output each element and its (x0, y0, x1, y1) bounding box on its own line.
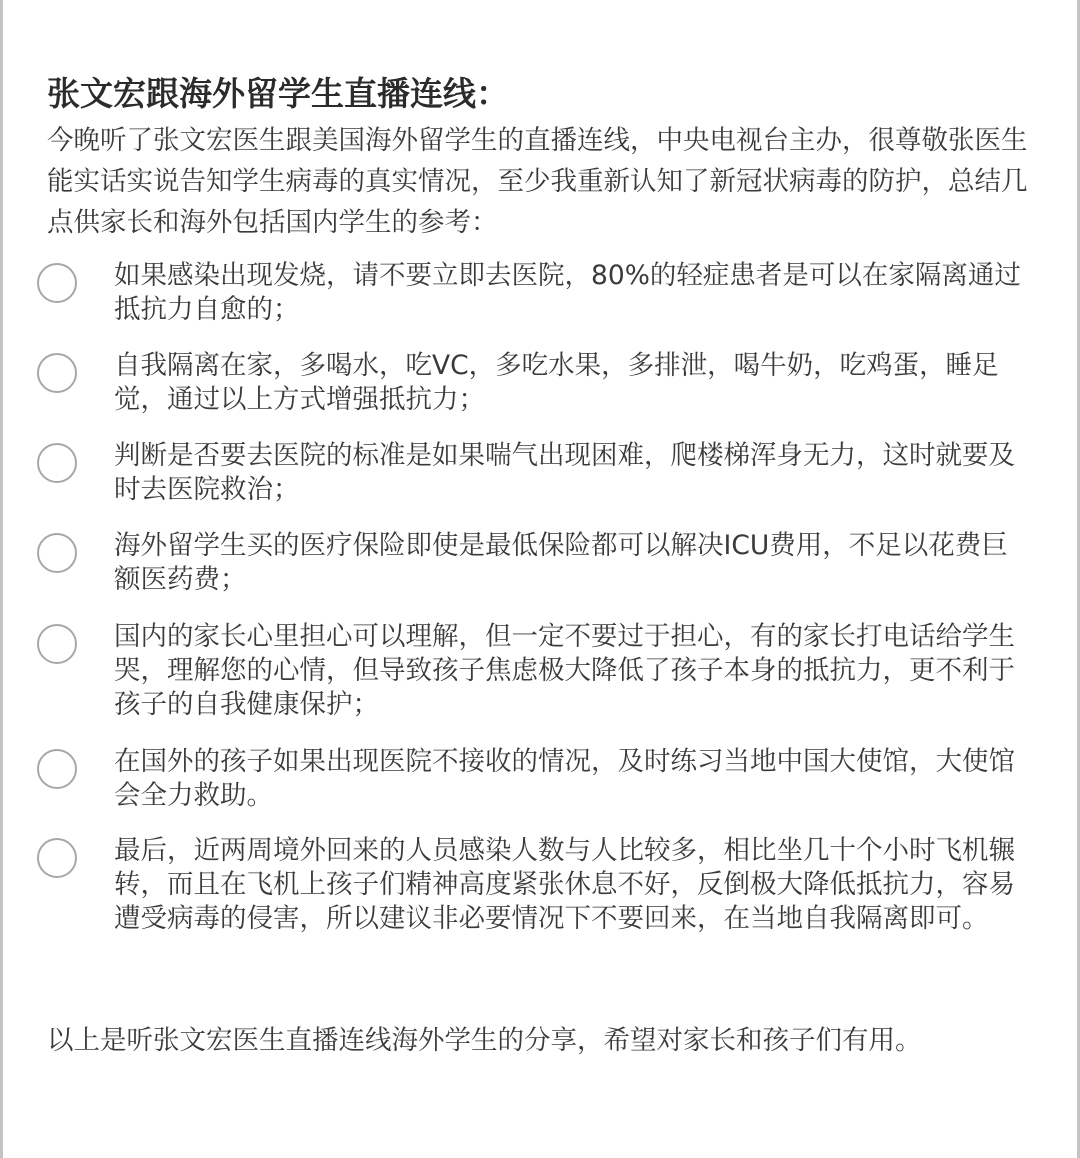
checklist-item-text: 最后，近两周境外回来的人员感染人数与人比较多，相比坐几十个小时飞机辗转，而且在飞机上孩子们精神高度紧张休息不好，反倒极大降低抵抗力，容易遭受病毒的侵害，所以建议非必要情况下不要回来，在当地自我隔离即可。 (114, 835, 1015, 934)
checkbox-circle[interactable] (37, 353, 77, 393)
checkbox-circle[interactable] (37, 749, 77, 789)
checkbox-circle[interactable] (37, 838, 77, 878)
note-footer: 以上是听张文宏医生直播连线海外学生的分享，希望对家长和孩子们有用。 (47, 1025, 922, 1056)
checklist (3, 0, 1080, 1158)
checkbox-circle[interactable] (37, 624, 77, 664)
note-title: 张文宏跟海外留学生直播连线： (47, 74, 509, 113)
checkbox-circle[interactable] (37, 263, 77, 303)
checklist-item-text: 国内的家长心里担心可以理解，但一定不要过于担心，有的家长打电话给学生哭，理解您的心情，但导致孩子焦虑极大降低了孩子本身的抵抗力，更不利于孩子的自我健康保护； (114, 621, 1015, 720)
note-intro: 今晚听了张文宏医生跟美国海外留学生的直播连线，中央电视台主办，很尊敬张医生能实话实说告知学生病毒的真实情况，至少我重新认知了新冠状病毒的防护，总结几点供家长和海外包括国内学生的参考： (47, 125, 1028, 238)
checklist-item-text: 自我隔离在家，多喝水，吃VC，多吃水果，多排泄，喝牛奶，吃鸡蛋，睡足觉，通过以上方式增强抵抗力； (114, 350, 999, 415)
checklist-item-text: 海外留学生买的医疗保险即使是最低保险都可以解决ICU费用，不足以花费巨额医药费； (114, 530, 1008, 595)
checklist-item-text: 在国外的孩子如果出现医院不接收的情况，及时练习当地中国大使馆，大使馆会全力救助。 (114, 746, 1015, 811)
checklist-item-text: 判断是否要去医院的标准是如果喘气出现困难，爬楼梯浑身无力，这时就要及时去医院救治； (114, 440, 1015, 505)
checklist-item-text: 如果感染出现发烧，请不要立即去医院，80%的轻症患者是可以在家隔离通过抵抗力自愈的； (114, 260, 1021, 325)
checkbox-circle[interactable] (37, 443, 77, 483)
checkbox-circle[interactable] (37, 533, 77, 573)
